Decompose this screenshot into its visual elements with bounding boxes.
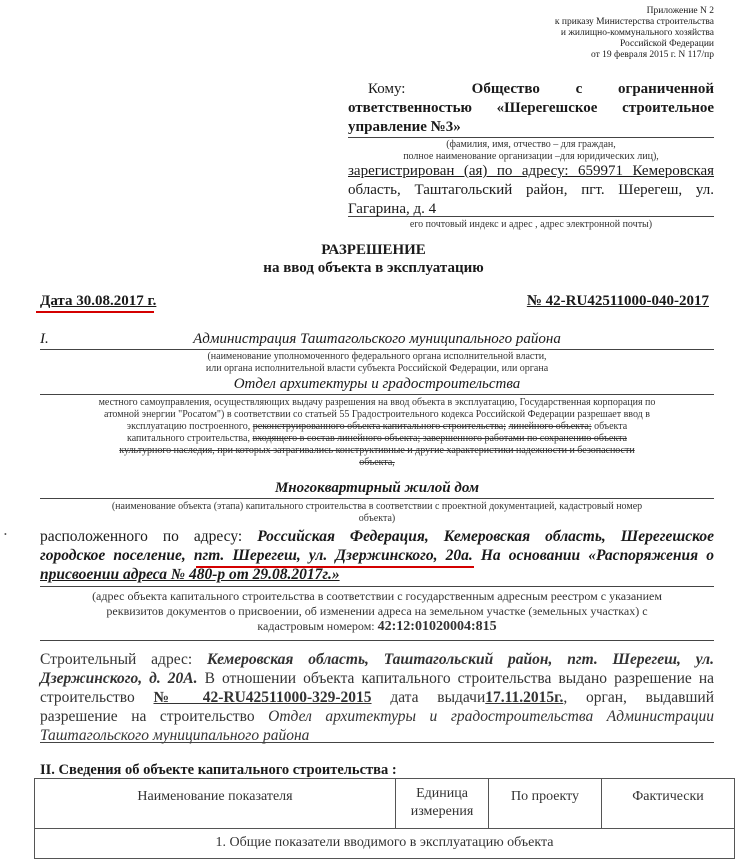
object-location: расположенного по адресу: Российская Федерация, Кемеровская область, Шерегешское городское поселение, пгт. Шерегеш, ул. Дзержинского, 20а. На основании «Распоряжения о присвоении адреса № 480-р от 29.08.2017г.»	[40, 528, 715, 583]
department-name: Отдел архитектуры и градостроительства	[233, 376, 521, 392]
document-subtitle: на ввод объекта в эксплуатацию	[263, 260, 484, 276]
location-hint: (адрес объекта капитального строительства в соответствии с государственным адресным реестром с указанием реквизитов документов о присвоении, об изменении адреса на земельном участке (земельных участках) с кадастровым номером: 42:12:01020004:815	[92, 589, 662, 634]
construction-permit-date: 17.11.2015г.	[485, 689, 564, 706]
table-header-row	[35, 779, 735, 829]
section2-heading: II. Сведения об объекте капитального строительства :	[40, 762, 397, 778]
object-name: Многоквартирный жилой дом	[274, 480, 480, 496]
construction-permit-number: № 42-RU42511000-329-2015	[153, 689, 372, 706]
recipient-name-line2: ответственностью «Шерегешское строительное	[348, 100, 714, 116]
appendix-block	[555, 6, 714, 61]
recipient-name-line1: Общество с ограниченной	[471, 81, 714, 97]
authority-hint: (наименование уполномоченного федерального органа исполнительной власти, или органа исполнительной власти субъекта Российской Федерации, или органа	[205, 351, 549, 374]
appendix-line: и жилищно-коммунального хозяйства	[560, 28, 714, 38]
recipient-name-line3: управление №3»	[348, 119, 461, 135]
recipient-block	[348, 80, 714, 137]
issue-date: Дата 30.08.2017 г.	[40, 293, 157, 309]
cadastral-number: 42:12:01020004:815	[377, 619, 497, 634]
appendix-line: Российской Федерации	[619, 39, 714, 49]
authority-name: Администрация Таштагольского муниципального района	[193, 331, 561, 347]
table-section-row: 1. Общие показатели вводимого в эксплуатацию объекта	[35, 829, 735, 859]
recipient-address: зарегистрирован (ая) по адресу: 659971 Кемеровская область, Таштагольский район, пгт. Шерегеш, ул. Гагарина, д. 4	[348, 163, 714, 217]
recipient-label: Кому:	[368, 81, 406, 97]
appendix-line: от 19 февраля 2015 г. N 117/пр	[591, 50, 714, 60]
column-header-unit: Единица измерения	[396, 779, 489, 829]
margin-dot: •	[4, 530, 7, 539]
table-row	[35, 829, 735, 859]
appendix-line: Приложение N 2	[646, 6, 714, 16]
column-header-indicator: Наименование показателя	[35, 779, 396, 829]
address-hint: его почтовый индекс и адрес , адрес электронной почты)	[409, 219, 653, 230]
legal-paragraph: местного самоуправления, осуществляющих выдачу разрешения на ввод объекта в эксплуатацию, Государственная корпорация по атомной энергии "Росатом") в соответствии со статьей 55 Градостроительного кодекса Российской Федерации разрешает ввод в эксплуатацию построенного, реконструированного объекта капитального строительства; линейного объекта; объекта капитального строительства, входящего в состав линейного объекта; завершенного работами по сохранению объекта культурного наследия, при которых затрагивались конструктивные и другие характеристики надежности и безопасности объекта,	[98, 397, 656, 468]
recipient-hint: (фамилия, имя, отчество – для граждан, полное наименование организации –для юридических лиц),	[403, 139, 659, 162]
object-hint: (наименование объекта (этапа) капитального строительства в соответствии с проектной документацией, кадастровый номер объекта)	[111, 501, 643, 524]
appendix-line: к приказу Министерства строительства	[554, 17, 714, 27]
construction-address: Строительный адрес: Кемеровская область, Таштагольский район, пгт. Шерегеш, ул. Дзержинского, д. 20А. В отношении объекта капитального строительства выдано разрешение на строительство № 42-RU42511000-329-2015 дата выдачи17.11.2015г., орган, выдавший разрешение на строительство Отдел архитектуры и градостроительства Администрации Таштагольского муниципального района	[40, 651, 715, 744]
indicators-table	[34, 778, 735, 859]
document-title: РАЗРЕШЕНИЕ	[321, 242, 426, 258]
permit-number: № 42-RU42511000-040-2017	[526, 293, 709, 309]
column-header-project: По проекту	[489, 779, 602, 829]
column-header-actual: Фактически	[602, 779, 735, 829]
section-number: I.	[40, 331, 49, 347]
